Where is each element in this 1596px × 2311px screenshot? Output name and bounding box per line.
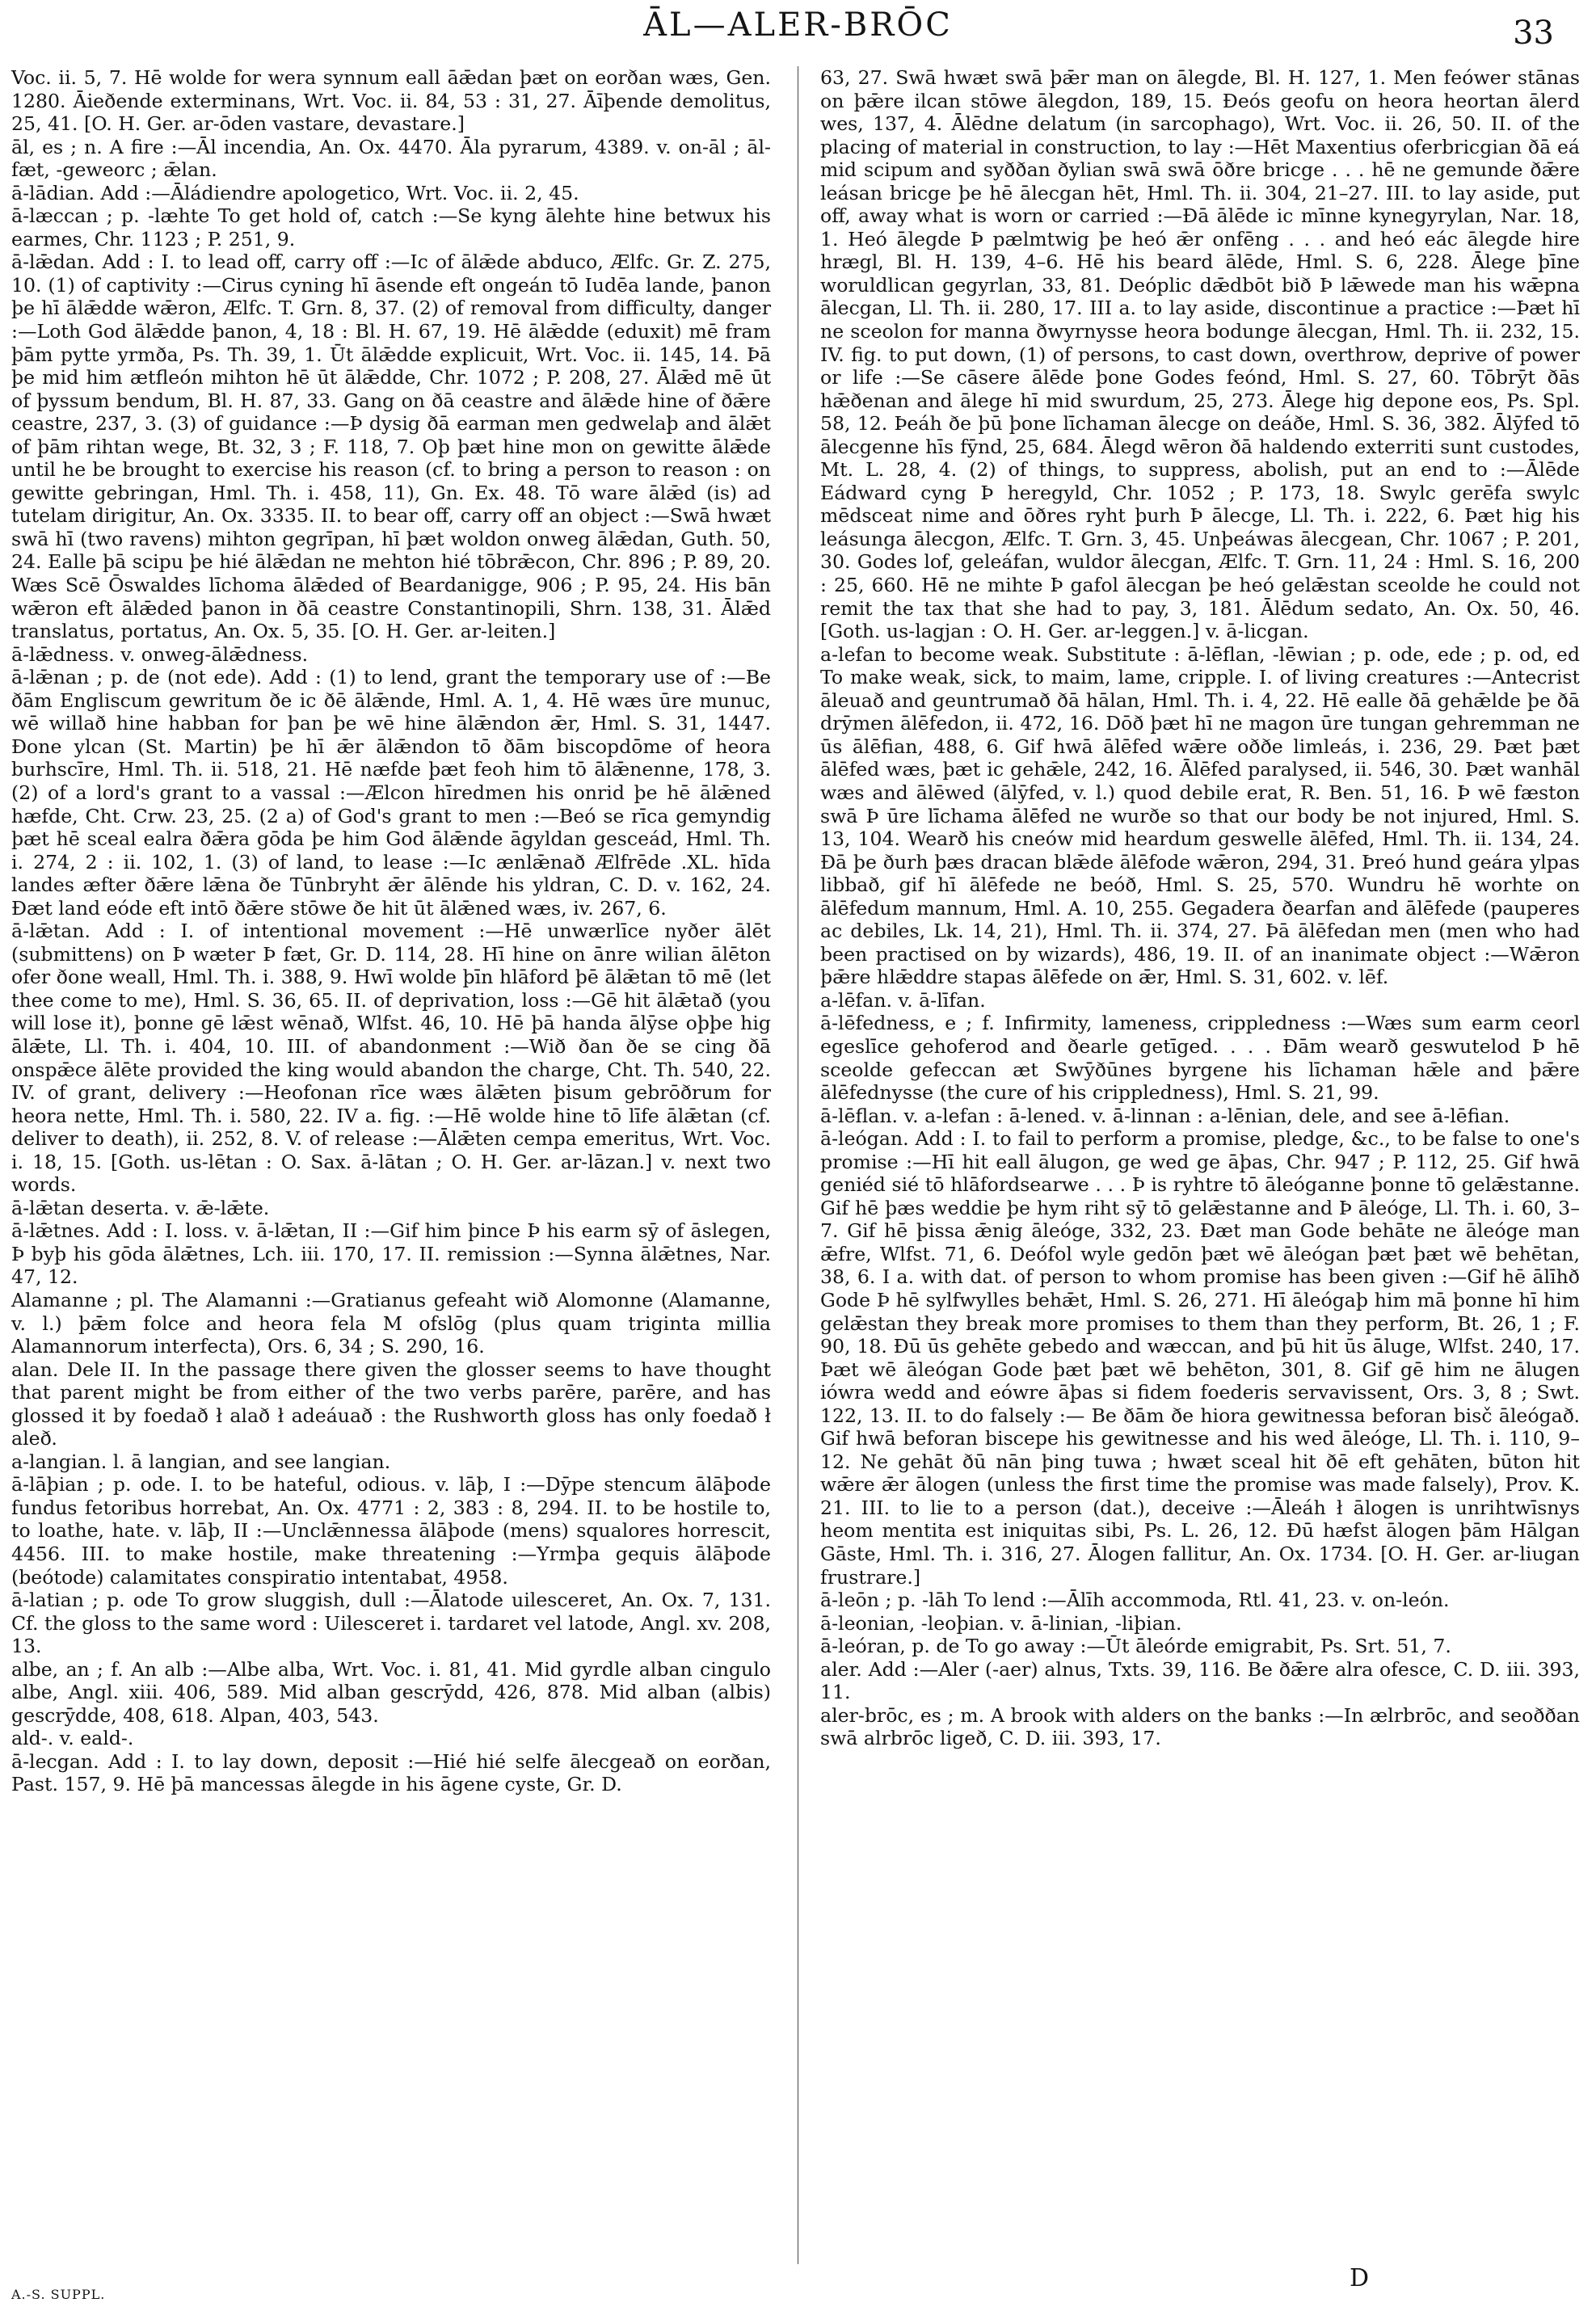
page-header [0,0,1596,65]
entry: aler. Add :—Aler (-aer) alnus, Txts. 39, 116. Be ðǣre alra ofesce, C. D. iii. 393, 11. [820,1657,1580,1704]
entry: ā-lēflan. v. a-lefan : ā-lened. v. ā-linnan : a-lēnian, dele, and see ā-lēfian. [820,1104,1510,1127]
page-number: 33 [1513,15,1554,52]
entry: ā-lǣdan. Add : I. to lead off, carry off :—Ic of ālǣde abduco, Ælfc. Gr. Z. 275, 10. (1) of captivity :—Cirus cyning hī āsende eft ongeán tō Iudēa lande, þanon þe hī ālǣdde wǣron, Ælfc. T. Grn. 8, 37. (2) of removal from difficulty, danger :—Loth God ālǣdde þanon, 4, 18 : Bl. H. 67, 19. Hē ālǣdde (eduxit) mē fram þām pytte yrmða, Ps. Th. 39, 1. Ūt ālǣdde explicuit, Wrt. Voc. ii. 145, 14. Þā þe mid him ætfleón mihton hē ūt ālǣdde, Chr. 1072 ; P. 208, 27. Ālǣd mē ūt of þyssum bendum, Bl. H. 87, 33. Gang on ðā ceastre and ālǣde hine of ðǣre ceastre, 237, 3. (3) of guidance :—Þ dysig ðā earman men gedwelaþ and ālǣt of þām rihtan wege, Bt. 32, 3 ; F. 118, 7. Oþ þæt hine mon on gewitte ālǣde until he be brought to exercise his reason (cf. to bring a person to reason : on gewitte gebringan, Hml. Th. i. 458, 11), Gn. Ex. 48. Tō ware ālǣd (is) ad tutelam dirigitur, An. Ox. 3335. II. to bear off, carry off an object :—Swā hwæt swā hī (two ravens) mihton gegrīpan, hī þæt woldon onweg ālǣdan, Guth. 50, 24. Ealle þā scipu þe hié ālǣdan ne mehton hié tōbrǣcon, Chr. 896 ; P. 89, 20. Wæs Scē Ōswaldes līchoma ālǣded of Beardanigge, 906 ; P. 95, 24. His bān wǣron eft ālǣded þanon in ðā ceastre Constantinopili, Shrn. 138, 31. Ālǣd translatus, portatus, An. Ox. 5, 35. [O. H. Ger. ar-leiten.] [11,250,771,643]
entry: albe, an ; f. An alb :—Albe alba, Wrt. Voc. i. 81, 41. Mid gyrdle alban cingulo albe, Angl. xiii. 406, 589. Mid alban gescrȳdd, 426, 878. Mid alban (albis) gescrȳdde, 408, 618. Alpan, 403, 543. [11,1657,771,1727]
entry: ā-lǣtan. Add : I. of intentional movement :—Hē unwærlīce nyðer ālēt (submittens) on Þ wæter Þ fæt, Gr. D. 114, 28. Hī hine on ānre wilian ālēton ofer ðone weall, Hml. Th. i. 388, 9. Hwī wolde þīn hlāford þē ālǣtan tō mē (let thee come to me), Hml. S. 36, 65. II. of deprivation, loss :—Gē hit ālǣtað (you will lose it), þonne gē lǣst wēnað, Wlfst. 46, 10. Hē þā handa ālȳse oþþe hig ālǣte, Ll. Th. i. 404, 10. III. of abandonment :—Wið ðan ðe se cing ðā onspǣce ālēte provided the king would abandon the charge, Cht. Th. 540, 22. IV. of grant, delivery :—Heofonan rīce wæs ālǣten þisum gebrōðrum for heora nette, Hml. Th. i. 580, 22. IV a. fig. :—Hē wolde hine tō līfe ālǣtan (cf. deliver to death), ii. 252, 8. V. of release :—Ālǣten cempa emeritus, Wrt. Voc. i. 18, 15. [Goth. us-lētan : O. Sax. ā-lātan ; O. H. Ger. ar-lāzan.] v. next two words. [11,920,771,1197]
entry: ā-leógan. Add : I. to fail to perform a promise, pledge, &c., to be false to one's promise :—Hī hit eall ālugon, ge wed ge āþas, Chr. 947 ; P. 112, 25. Gif hwā geniéd sié tō hlāfordsearwe . . . Þ is ryhtre tō āleóganne þonne tō gelǣstanne. Gif hē þæs weddie þe hym riht sȳ tō gelǣstanne and Þ āleóge, Ll. Th. i. 60, 3–7. Gif hē þissa ǣnig āleóge, 332, 23. Ðæt man Gode behāte ne āleóge man ǣfre, Wlfst. 71, 6. Deófol wyle gedōn þæt wē āleógan þæt þæt wē behētan, 38, 6. I a. with dat. of person to whom promise has been given :—Gif hē ālīhð Gode Þ hē sylfwylles behǣt, Hml. S. 26, 271. Hī āleógaþ him mā þonne hī him gelǣstan they break more promises to them than they perform, Bt. 26, 1 ; F. 90, 18. Ðū ūs gehēte gebedo and wæccan, and þū hit ūs āluge, Wlfst. 240, 17. Þæt wē āleógan Gode þæt þæt wē behēton, 301, 8. Gif gē him ne ālugen iówra wedd and eówre āþas si fidem foederis servavissent, Ors. 3, 8 ; Swt. 122, 13. II. to do falsely :— Be ðām ðe hiora gewitnessa beforan bisč āleógað. Gif hwā beforan biscepe his gewitnesse and his wed āleóge, Ll. Th. i. 110, 9–12. Ne gehāt ðū nān þing tuwa ; hwæt sceal hit ðē eft gehāten, būton hit wǣre ǣr ālogen (unless the first time the promise was made falsely), Prov. K. 21. III. to lie to a person (dat.), deceive :—Āleáh ł ālogen is unrihtwīsnys heom mentita est iniquitas sibi, Ps. L. 26, 12. Ðū hæfst ālogen þām Hālgan Gāste, Hml. Th. i. 316, 27. Ālogen fallitur, An. Ox. 1734. [O. H. Ger. ar-liugan frustrare.] [820,1127,1580,1589]
gathering-mark: D [1350,2264,1370,2292]
entry: 63, 27. Swā hwæt swā þǣr man on ālegde, Bl. H. 127, 1. Men feówer stānas on þǣre ilcan stōwe ālegdon, 189, 15. Ðeós geofu on heora heortan āleгd wes, 137, 4. Ālēdne delatum (in sarcophago), Wrt. Voc. ii. 26, 50. II. of the placing of material in construction, to lay :—Hēt Maxentius oferbricgian ðā eá mid scipum and syððan ðylian swā swā ōðre bricge . . . hē ne gemunde ðǣre leásan bricge þe hē ālecgan hēt, Hml. Th. ii. 304, 21–27. III. to lay aside, put off, away what is worn or carried :—Ðā ālēde ic mīnne kynegyrylan, Nar. 18, 1. Heó ālegde Þ pælmtwig þe heó ǣr onfēng . . . and heó eác ālegde hire hrægl, Bl. H. 139, 4–6. Hē his beard ālēde, Hml. S. 6, 228. Ālege þīne woruldlican gegyrlan, 33, 81. Deóplic dǣdbōt bið Þ lǣwede man his wǣpna ālecgan, Ll. Th. ii. 280, 17. III a. to lay aside, discontinue a practice :—Þæt hī ne sceolon for manna ðwyrnysse heora bodunge ālecgan, Hml. Th. ii. 232, 15. IV. fig. to put down, (1) of persons, to cast down, overthrow, deprive of power or life :—Se cāsere ālēde þone Godes feónd, Hml. S. 27, 60. Tōbrȳt ðās hǣðenan and ālege hī mid swurdum, 25, 273. Ālege hig depone eos, Ps. Spl. 58, 12. Þeáh ðe þū þone līchaman ālecge on deáðe, Hml. S. 36, 382. Ālȳfed tō ālecgenne hīs fȳnd, 25, 684. Ālegd wēron ðā haldendo exterriti sunt custodes, Mt. L. 28, 4. (2) of things, to suppress, abolish, put an end to :—Ālēde Eádward cyng Þ heregyld, Chr. 1052 ; P. 173, 18. Swylc gerēfa swylc mēdsceat nime and ōðres ryht þurh Þ ālecge, Ll. Th. i. 222, 6. Þæt hig his leásunga ālecgon, Ælfc. T. Grn. 3, 45. Unþeáwas ālecgean, Chr. 1067 ; P. 201, 30. Godes lof, geleáfan, wuldor ālecgan, Ælfc. T. Grn. 11, 24 : Hml. S. 16, 200 : 25, 660. Hē ne mihte Þ gafol ālecgan þe heó gelǣstan sceolde he could not remit the tax that she had to pay, 3, 181. Ālēdum sedato, An. Ox. 50, 46. [Goth. us-lagjan : O. H. Ger. ar-leggen.] v. ā-licgan. [820,66,1580,643]
entry: alan. Dele II. In the passage there given the glosser seems to have thought that parent might be from either of the two verbs parēre, parēre, and has glossed it by foedað ł alað ł adeáuað : the Rushworth gloss has only foedað ł aleð. [11,1358,771,1450]
entry: Voc. ii. 5, 7. Hē wolde for wera synnum eall āǣdan þæt on eorðan wæs, Gen. 1280. Āieðende exterminans, Wrt. Voc. ii. 84, 53 : 31, 27. Āīþende demolitus, 25, 41. [O. H. Ger. ar-ōden vastare, devastare.] [11,66,771,136]
entry: ald-. v. eald-. [11,1727,134,1750]
entry: ā-lāþian ; p. ode. I. to be hateful, odious. v. lāþ, I :—Dȳpe stencum ālāþode fundus fetoribus horrebat, An. Ox. 4771 : 2, 383 : 8, 294. II. to be hostile to, to loathe, hate. v. lāþ, II :—Unclǣnnessa ālāþode (mens) squalores horrescit, 4456. III. to make hostile, make threatening :—Yrmþa gequis ālāþode (beótode) calamitates conspiratio intentabat, 4958. [11,1473,771,1589]
entry: ā-lǣnan ; p. de (not ede). Add : (1) to lend, grant the temporary use of :—Be ðām Engliscum gewritum ðe ic ðē ālǣnde, Hml. A. 1, 4. Hē wæs ūre munuc, wē willað hine habban for þan þe wē hine ālǣndon ǣr, Hml. S. 31, 1447. Ðone ylcan (St. Martin) þe hī ǣr ālǣndon tō ðām biscopdōme of heora burhscīre, Hml. Th. ii. 518, 21. Hē næfde þæt feoh him tō ālǣnenne, 178, 3. (2) of a lord's grant to a vassal :—Ælcon hīredmen his onrid þe hē ālǣned hæfde, Cht. Crw. 23, 25. (2 a) of God's grant to men :—Beó se rīca gemyndig þæt hē sceal ealra ðǣra gōda þe him God ālǣnde āgyldan gesceád, Hml. Th. i. 274, 2 : ii. 102, 1. (3) of land, to lease :—Ic ænlǣnað Ælfrēde .XL. hīda landes æfter ðǣre lǣna ðe Tūnbryht ǣr ālēnde his yldran, C. D. v. 162, 24. Ðæt land eóde eft intō ðǣre stōwe ðe hit ūt ālǣned wæs, iv. 267, 6. [11,666,771,920]
entry: a-langian. l. ā langian, and see langian. [11,1450,391,1473]
entry: Alamanne ; pl. The Alamanni :—Gratianus gefeaht wið Alomonne (Alamanne, v. l.) þǣm folce and heora fela M ofslōg (plus quam triginta millia Alamannorum interfecta), Ors. 6, 34 ; S. 290, 16. [11,1288,771,1358]
entry: āl, es ; n. A fire :—Āl incendia, An. Ox. 4470. Āla pyrarum, 4389. v. on-āl ; āl-fæt, -geweorc ; ǣlan. [11,135,771,182]
running-head: ĀL—ALER-BRŌC [643,6,953,44]
right-column [820,66,1580,1750]
entry: ā-lǣtnes. Add : I. loss. v. ā-lǣtan, II :—Gif him þince Þ his earm sȳ of āslegen, Þ byþ his gōda ālǣtnes, Lch. iii. 170, 17. II. remission :—Synna ālǣtnes, Nar. 47, 12. [11,1219,771,1289]
entry: ā-lǣdness. v. onweg-ālǣdness. [11,642,309,666]
entry: ā-lecgan. Add : I. to lay down, deposit :—Hié hié selfe ālecgeað on eorðan, Past. 157, 9. Hē þā mancessas ālegde in his āgene cyste, Gr. D. [11,1749,771,1796]
entry: ā-lādian. Add :—Āládiendre apologetico, Wrt. Voc. ii. 2, 45. [11,181,579,204]
entry: ā-leóran, p. de To go away :—Ūt āleórde emigrabit, Ps. Srt. 51, 7. [820,1635,1451,1658]
entry: ā-leōn ; p. -lāh To lend :—Ālīh accommoda, Rtl. 41, 23. v. on-león. [820,1589,1450,1612]
left-column [11,66,771,1796]
entry: ā-lǣtan deserta. v. ǣ-lǣte. [11,1196,270,1219]
entry: ā-leonian, -leoþian. v. ā-linian, -liþian. [820,1611,1182,1635]
entry: a-lēfan. v. ā-līfan. [820,988,986,1012]
entry: ā-lēfedness, e ; f. Infirmity, lameness, crippledness :—Wæs sum earm ceorl egeslīce gehoferod and ðearle getīged. . . . Ðām wearð geswutelod Þ hē sceolde gefeccan æt Swȳðūnes byrgene his līchaman hǣle and þǣre ālēfednysse (the cure of his crippledness), Hml. S. 21, 99. [820,1012,1580,1105]
entry: aler-brōc, es ; m. A brook with alders on the banks :—In ælrbrōc, and seoððan swā alrbrōc ligeð, C. D. iii. 393, 17. [820,1703,1580,1750]
entry: ā-læccan ; p. -læhte To get hold of, catch :—Se kyng ālehte hine betwux his earmes, Chr. 1123 ; P. 251, 9. [11,204,771,250]
entry: a-lefan to become weak. Substitute : ā-lēflan, -lēwian ; p. ode, ede ; p. od, ed To make weak, sick, to maim, lame, cripple. I. of living creatures :—Antecrist āleuað and geuntrumað ðā hālan, Hml. Th. i. 4, 22. Hē ealle ðā gehǣlde þe ðā drȳmen ālēfedon, ii. 472, 16. Dōð þæt hī ne magon ūre tungan gehremman ne ūs ālēfian, 488, 6. Gif hwā ālēfed wǣre oððe limleás, i. 236, 29. Þæt þæt ālēfed wæs, þæt ic gehǣle, 242, 16. Ālēfed paralysed, ii. 546, 30. Þæt wanhāl wæs and ālēwed (ālȳfed, v. l.) quod debile erat, R. Ben. 51, 16. Þ wē fæston swā Þ ūre līchama ālēfed ne wurðe so that our body be not injured, Hml. S. 13, 104. Wearð his cneów mid heardum geswelle ālēfed, Hml. Th. ii. 134, 24. Ðā þe ðurh þæs dracan blǣde ālēfode wǣron, 294, 31. Þreó hund geára ylpas libbað, gif hī ālēfede ne beóð, Hml. S. 25, 570. Wundru hē worhte on ālēfedum mannum, Hml. A. 10, 255. Gegadera ðearfan and ālēfede (pauperes ac debiles, Lk. 14, 21), Hml. Th. ii. 374, 27. Þā ālēfedan men (men who had been practised on by wizards), 486, 19. II. of an inanimate object :—Wǣron þǣre hlǣddre stapas ālēfede on ǣr, Hml. S. 31, 602. v. lēf. [820,642,1580,989]
signature-mark: A.-S. SUPPL. [11,2287,106,2302]
entry: ā-latian ; p. ode To grow sluggish, dull :—Ālatode uilesceret, An. Ox. 7, 131. Cf. the gloss to the same word : Uilesceret i. tardaret vel latode, Angl. xv. 208, 13. [11,1589,771,1658]
